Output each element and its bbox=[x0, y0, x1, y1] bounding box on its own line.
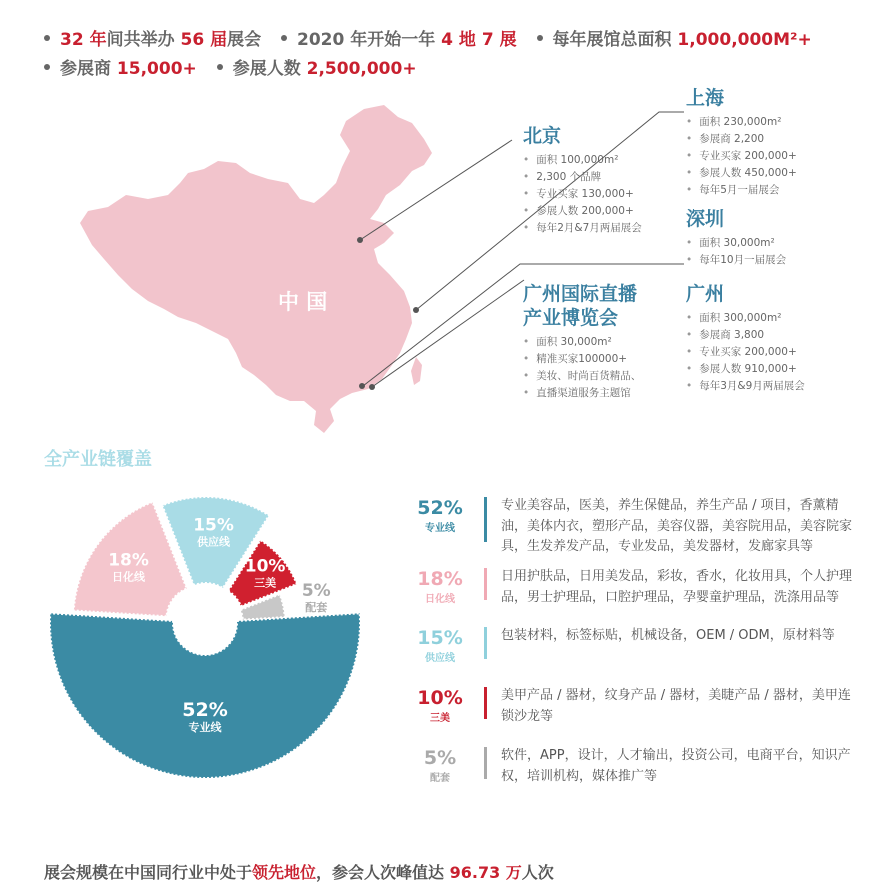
legend-description: 日用护肤品，日用美发品，彩妆，香水，化妆用具，个人护理品，男士护理品，口腔护理品，孕婴童护理品，洗涤用品等 bbox=[501, 569, 853, 605]
city-detail-item: • 美妆、时尚百货精品、 bbox=[523, 368, 641, 385]
city-detail-item: • 参展商 2,200 bbox=[686, 131, 797, 148]
city-detail-item: • 参展人数 200,000+ bbox=[523, 203, 642, 220]
shanghai-marker bbox=[413, 307, 419, 313]
legend-label: 配套 bbox=[430, 773, 450, 784]
pie-name-label-1: 日化线 bbox=[112, 570, 146, 584]
pie-center-hole bbox=[173, 591, 237, 655]
footer-summary: 展会规模在中国同行业中处于领先地位，参会人次峰值达 96.73 万人次 bbox=[44, 863, 554, 882]
legend-pct: 18% bbox=[417, 568, 463, 590]
city-name-gz-live-2: 产业博览会 bbox=[523, 307, 619, 329]
city-beijing bbox=[523, 124, 642, 237]
legend-color-bar bbox=[484, 687, 487, 719]
city-detail-item: • 每年3月&9月两届展会 bbox=[686, 378, 805, 395]
stat-cities: 2020 年开始一年 4 地 7 展 bbox=[281, 30, 517, 50]
city-detail-item: • 专业买家 200,000+ bbox=[686, 344, 805, 361]
city-guangzhou-live bbox=[523, 282, 641, 402]
city-detail-item: • 面积 30,000m² bbox=[523, 334, 641, 351]
legend-label: 日化线 bbox=[425, 594, 455, 605]
city-detail-item: • 2,300 个品牌 bbox=[523, 169, 642, 186]
legend-color-bar bbox=[484, 627, 487, 659]
legend-label: 专业线 bbox=[425, 523, 455, 534]
city-detail-item: • 面积 230,000m² bbox=[686, 114, 797, 131]
city-detail-item: • 参展人数 450,000+ bbox=[686, 165, 797, 182]
city-detail-item: • 参展人数 910,000+ bbox=[686, 361, 805, 378]
shenzhen-marker bbox=[369, 384, 375, 390]
city-detail-item: • 每年10月一届展会 bbox=[686, 252, 786, 269]
pie-pct-label-3: 10% bbox=[244, 556, 286, 577]
city-details-guangzhou bbox=[686, 310, 805, 395]
city-detail-item: • 精准买家100000+ bbox=[523, 351, 641, 368]
pie-name-label-0: 专业线 bbox=[188, 721, 222, 734]
city-detail-item: • 面积 100,000m² bbox=[523, 152, 642, 169]
stat-exhibitors: 参展商 15,000+ bbox=[44, 59, 197, 79]
beijing-marker bbox=[357, 237, 363, 243]
stat-visitors: 参展人数 2,500,000+ bbox=[217, 59, 417, 79]
city-detail-item: • 每年2月&7月两届展会 bbox=[523, 220, 642, 237]
city-shanghai bbox=[686, 86, 797, 199]
city-detail-item: • 面积 300,000m² bbox=[686, 310, 805, 327]
legend-label: 三美 bbox=[430, 713, 450, 724]
pie-pct-label-0: 52% bbox=[182, 699, 228, 721]
city-detail-item: • 每年5月一届展会 bbox=[686, 182, 797, 199]
city-detail-item: • 面积 30,000m² bbox=[686, 235, 786, 252]
city-detail-item: • 参展商 3,800 bbox=[686, 327, 805, 344]
city-details-shanghai bbox=[686, 114, 797, 199]
legend-description: 软件，APP，设计，人才输出，投资公司，电商平台，知识产权，培训机构，媒体推广等 bbox=[501, 748, 851, 784]
legend-color-bar bbox=[484, 568, 487, 600]
section-title: 全产业链覆盖 bbox=[44, 449, 152, 470]
city-name-beijing: 北京 bbox=[523, 125, 562, 147]
pie-name-label-3: 三美 bbox=[254, 576, 277, 590]
legend-label: 供应线 bbox=[425, 653, 455, 664]
city-name-guangzhou: 广州 bbox=[686, 283, 725, 305]
city-name-gz-live-1: 广州国际直播 bbox=[523, 283, 638, 305]
legend-pct: 52% bbox=[417, 497, 463, 519]
legend-description: 专业美容品，医美，养生保健品，养生产品 / 项目，香薰精油，美体内衣，塑形产品，美容仪器，美容院用品，美容院家具，生发养发产品，专业发品，美发器材，发廊家具等 bbox=[501, 498, 853, 554]
country-label: 中 国 bbox=[278, 290, 328, 314]
pie-pct-label-4: 5% bbox=[301, 581, 331, 602]
city-detail-item: • 直播渠道服务主题馆 bbox=[523, 385, 641, 402]
legend-description: 美甲产品 / 器材，纹身产品 / 器材，美睫产品 / 器材，美甲连锁沙龙等 bbox=[501, 688, 851, 724]
city-details-beijing bbox=[523, 152, 642, 237]
legend-color-bar bbox=[484, 747, 487, 779]
industry-pie-chart bbox=[35, 485, 375, 785]
pie-pct-label-2: 15% bbox=[193, 515, 234, 536]
legend-description: 包装材料，标签标贴，机械设备，OEM / ODM，原材料等 bbox=[501, 628, 835, 643]
city-detail-item: • 专业买家 200,000+ bbox=[686, 148, 797, 165]
legend-pct: 15% bbox=[417, 627, 463, 649]
stat-area: 每年展馆总面积 1,000,000M²+ bbox=[537, 30, 812, 50]
legend-pct: 10% bbox=[417, 687, 463, 709]
city-name-shenzhen: 深圳 bbox=[686, 208, 725, 230]
pie-name-label-2: 供应线 bbox=[197, 535, 231, 549]
pie-pct-label-1: 18% bbox=[108, 550, 149, 571]
stat-years: 32 年间共举办 56 届展会 bbox=[44, 30, 261, 50]
city-details-gz-live bbox=[523, 334, 641, 402]
legend-color-bar bbox=[484, 497, 487, 542]
city-shenzhen bbox=[686, 207, 786, 269]
legend-pct: 5% bbox=[423, 747, 457, 769]
pie-name-label-4: 配套 bbox=[305, 601, 328, 615]
city-name-shanghai: 上海 bbox=[686, 87, 725, 109]
guangzhou-marker bbox=[359, 383, 365, 389]
city-guangzhou bbox=[686, 282, 805, 395]
city-details-shenzhen bbox=[686, 235, 786, 269]
city-detail-item: • 专业买家 130,000+ bbox=[523, 186, 642, 203]
